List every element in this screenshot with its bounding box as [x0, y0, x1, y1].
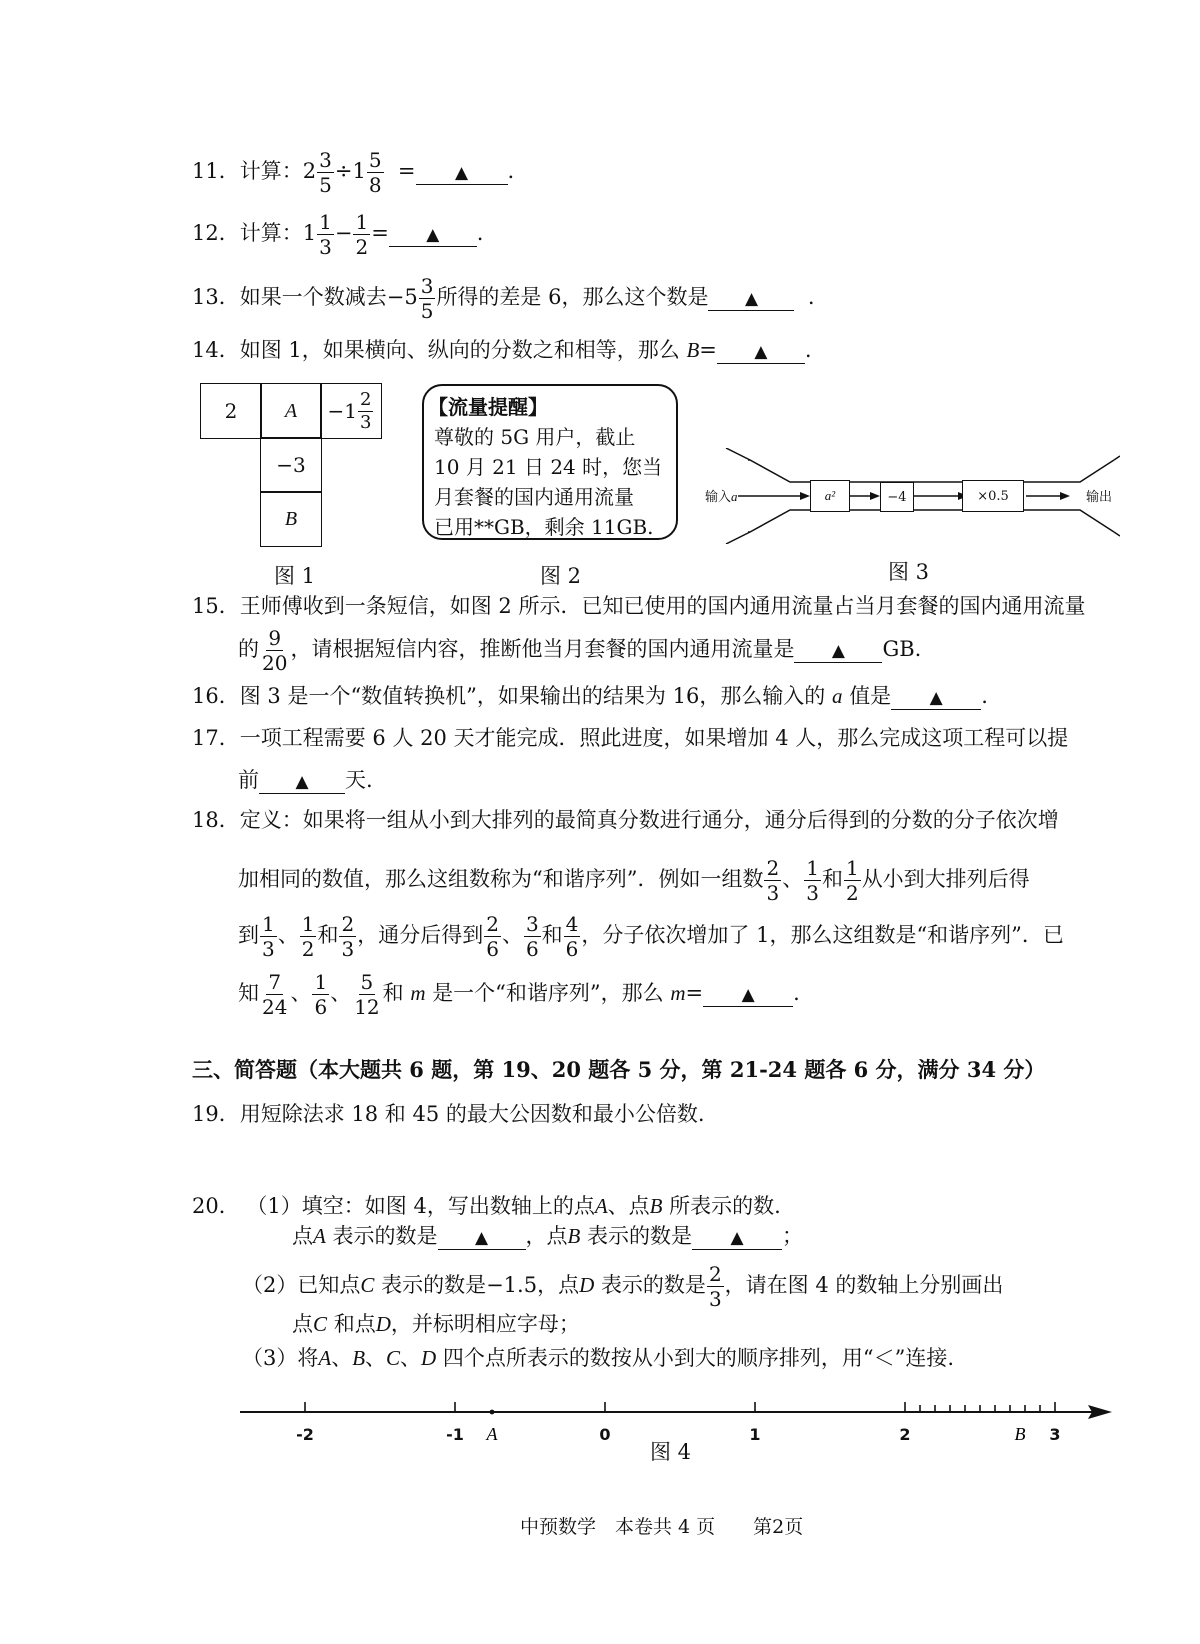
- question-number: 20．: [192, 1194, 240, 1218]
- question-number: 11．: [192, 159, 240, 183]
- fraction: $\frac{1}{2}$: [355, 210, 369, 259]
- answer-blank[interactable]: ▲: [389, 222, 477, 247]
- message-line: 月套餐的国内通用流量: [434, 485, 634, 509]
- answer-blank[interactable]: ▲: [438, 1225, 526, 1250]
- question-20-part-3: （3）将A、B、C、D 四个点所表示的数按从小到大的顺序排列，用“＜”连接.: [242, 1346, 955, 1370]
- machine-top-edge: [748, 460, 1114, 482]
- figure-3-caption: 图 3: [888, 560, 930, 584]
- input-label: 输入a: [705, 489, 738, 505]
- grid-cell: B: [260, 491, 322, 547]
- times-half-box: ×0.5: [962, 480, 1024, 512]
- fraction: $\frac{3}{5}$: [319, 148, 332, 197]
- question-number: 13．: [192, 285, 240, 309]
- question-13: 13．如果一个数减去−5 $\frac{3}{5}$ 所得的差是 6，那么这个数是 ▲ .: [192, 274, 815, 323]
- question-20-part-2-line-2: 点C 和点D，并标明相应字母；: [292, 1312, 580, 1336]
- question-19: 19．用短除法求 18 和 45 的最大公因数和最小公倍数.: [192, 1102, 705, 1126]
- question-number: 15．: [192, 594, 240, 618]
- grid-cell: −1 $\frac{2}{3}$: [320, 383, 382, 439]
- question-20: 20． （1）填空：如图 4，写出数轴上的点A、点B 所表示的数.: [192, 1194, 781, 1218]
- fraction: $\frac{3}{5}$: [420, 274, 434, 323]
- answer-blank[interactable]: ▲: [717, 339, 805, 364]
- tick-label: 0: [599, 1425, 611, 1444]
- figure-2-caption: 图 2: [540, 564, 582, 588]
- figure-4-caption: 图 4: [650, 1440, 692, 1464]
- question-18-line-2: 加相同的数值，那么这组数称为“和谐序列”．例如一组数 $\frac{2}{3}$ 、 $\frac{1}{3}$ 和 $\frac{1}{2}$ 从小到大排列后得: [238, 856, 1030, 905]
- machine-bottom-edge: [748, 510, 1114, 532]
- grid-cell: −3: [260, 437, 322, 493]
- message-line: 10 月 21 日 24 时，您当: [434, 455, 663, 479]
- figure-2-message: [422, 384, 678, 540]
- question-number: 17．: [192, 726, 240, 750]
- question-number: 18．: [192, 808, 240, 832]
- answer-blank[interactable]: ▲: [692, 1225, 782, 1250]
- page-footer: 中预数学 本卷共 4 页 第2页: [520, 1516, 804, 1538]
- question-20-part-1-blanks: 点A 表示的数是 ▲ ，点B 表示的数是 ▲ ；: [292, 1224, 804, 1248]
- question-15: 15．王师傅收到一条短信，如图 2 所示．已知已使用的国内通用流量占当月套餐的国内通用流量: [192, 594, 1086, 618]
- question-18: 18．定义：如果将一组从小到大排列的最简真分数进行通分，通分后得到的分数的分子依次增: [192, 808, 1059, 832]
- grid-cell: A: [260, 383, 322, 439]
- question-number: 12．: [192, 221, 240, 245]
- question-18-line-3: 到 $\frac{1}{3}$ 、 $\frac{1}{2}$ 和 $\frac{2}{3}$ ，通分后得到 $\frac{2}{6}$ 、 $\frac{3}{6}$ 和 $\frac{4}{6}$ ，分子依次增加了 1，那么这组数是“和谐序列”．已: [238, 912, 1064, 961]
- question-16: 16．图 3 是一个“数值转换机”，如果输出的结果为 16，那么输入的 a 值是 ▲ .: [192, 684, 988, 708]
- question-18-line-4: 知 $\frac{7}{24}$ 、 $\frac{1}{6}$ 、 $\frac{5}{12}$ 和 m 是一个“和谐序列”，那么 m= ▲ .: [238, 970, 800, 1019]
- answer-blank[interactable]: ▲: [416, 160, 508, 185]
- tick-label: -1: [446, 1425, 464, 1444]
- message-line: 已用**GB，剩余 11GB.: [434, 515, 654, 539]
- answer-blank[interactable]: ▲: [703, 982, 793, 1007]
- tick-label: -2: [296, 1425, 314, 1444]
- question-15-line-2: 的 $\frac{9}{20}$ ，请根据短信内容，推断他当月套餐的国内通用流量是 ▲ GB.: [238, 626, 922, 675]
- point-A-dot: [490, 1410, 495, 1415]
- question-number: 19．: [192, 1102, 240, 1126]
- point-B-label: B: [1014, 1424, 1026, 1444]
- tick-label: 1: [749, 1425, 761, 1444]
- question-12: 12．计算：1 $\frac{1}{3}$ − $\frac{1}{2}$ = ▲ .: [192, 210, 484, 259]
- question-17-line-2: 前 ▲ 天.: [238, 768, 373, 792]
- question-number: 14．: [192, 338, 240, 362]
- grid-cell: 2: [200, 383, 262, 439]
- square-box: a²: [810, 480, 850, 512]
- fraction: $\frac{1}{3}$: [319, 210, 332, 259]
- question-17: 17．一项工程需要 6 人 20 天才能完成．照此进度，如果增加 4 人，那么完成这项工程可以提: [192, 726, 1069, 750]
- fraction: $\frac{9}{20}$: [262, 626, 288, 675]
- message-line: 尊敬的 5G 用户，截止: [434, 425, 636, 449]
- fraction: $\frac{5}{8}$: [368, 148, 382, 197]
- output-label: 输出: [1086, 490, 1113, 505]
- minus-four-box: −4: [880, 482, 914, 512]
- answer-blank[interactable]: ▲: [891, 685, 981, 710]
- section-3-heading: 三、简答题（本大题共 6 题，第 19、20 题各 5 分，第 21-24 题各 6 分，满分 34 分）: [192, 1057, 1046, 1082]
- message-title: 【流量提醒】: [428, 395, 548, 419]
- answer-blank[interactable]: ▲: [708, 286, 794, 311]
- answer-blank[interactable]: ▲: [794, 638, 882, 663]
- answer-blank[interactable]: ▲: [259, 769, 345, 794]
- figure-1-caption: 图 1: [274, 564, 316, 588]
- question-14: 14．如图 1，如果横向、纵向的分数之和相等，那么 B= ▲ .: [192, 338, 812, 362]
- tick-label: 2: [899, 1425, 911, 1444]
- question-11: 11．计算：2 $\frac{3}{5}$ ÷1 $\frac{5}{8}$ = ▲ .: [192, 148, 515, 197]
- point-A-label: A: [486, 1424, 498, 1444]
- tick-label: 3: [1049, 1425, 1061, 1444]
- question-number: 16．: [192, 684, 240, 708]
- question-20-part-2: （2）已知点C 表示的数是−1.5，点D 表示的数是 $\frac{2}{3}$ ，请在图 4 的数轴上分别画出: [242, 1262, 1004, 1311]
